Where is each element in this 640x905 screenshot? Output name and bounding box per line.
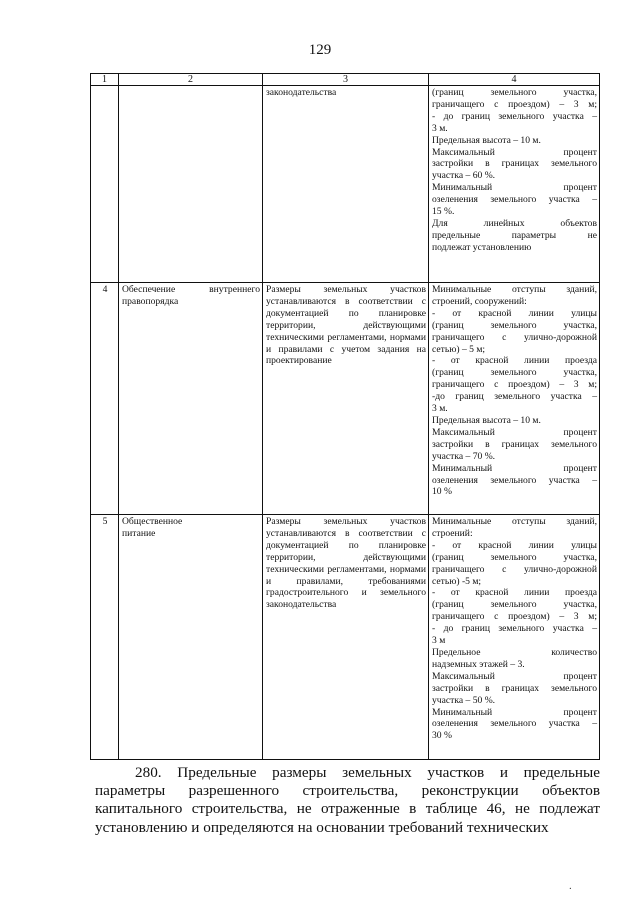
table-row: [91, 283, 600, 515]
row-params: [429, 515, 600, 760]
table-header-row: [91, 74, 600, 86]
param-line: Минимальные отступы зданий,: [432, 284, 597, 295]
paragraph-280: 280. Предельные размеры земельных участков и предельные параметры разрешенного строительства, реконструкции объектов капитального строительства, не отраженные в таблице 46, не подлежат установлению и определяются на основании требований технических: [95, 764, 600, 836]
row-params: [429, 283, 600, 515]
param-line: Минимальный процент: [432, 462, 597, 474]
param-line: подлежат установлению: [432, 241, 532, 253]
param-line: озеленения земельного участка –: [432, 194, 597, 206]
header-col-4: 4: [429, 74, 600, 86]
param-line: - от красной линии улицы: [432, 307, 597, 319]
row-name-text: Общественное питание: [122, 516, 183, 539]
param-line: Для линейных объектов: [432, 217, 597, 229]
param-line: Минимальный процент: [432, 706, 597, 718]
row-params: [429, 86, 600, 283]
param-line: - до границ земельного участка –: [432, 623, 597, 635]
param-line: граничащего с проездом) – 3 м;: [432, 611, 597, 623]
row-size-text: Размеры земельных участков устанавливаются в соответствии с документацией по планировке территории, действующими техническими регламентами, нормами и правилами с учетом задания на проектирование: [263, 283, 429, 515]
table-body: [91, 86, 600, 760]
param-line: - от красной линии проезда: [432, 355, 597, 367]
param-line: 10 %: [432, 486, 452, 498]
param-line: застройки в границах земельного: [432, 438, 597, 450]
param-line: граничащего с улично-дорожной: [432, 331, 597, 343]
row-number: 4: [91, 283, 119, 515]
param-line: - от красной линии улицы: [432, 539, 597, 551]
param-line: (границ земельного участка,: [432, 599, 597, 611]
param-line: строений, сооружений:: [432, 295, 527, 307]
param-line: (границ земельного участка,: [432, 319, 597, 331]
param-line: Максимальный процент: [432, 426, 597, 438]
table-row: [91, 86, 600, 283]
param-line: участка – 50 %.: [432, 694, 496, 706]
param-line: предельные параметры не: [432, 229, 597, 241]
param-line: (границ земельного участка,: [432, 551, 597, 563]
param-line: надземных этажей – 3.: [432, 658, 525, 670]
param-line: 3 м: [432, 635, 446, 647]
regulations-table: [90, 73, 600, 760]
param-line: (границ земельного участка,: [432, 367, 597, 379]
param-line: озеленения земельного участка –: [432, 474, 597, 486]
param-line: участка – 60 %.: [432, 170, 496, 182]
param-line: граничащего с проездом) – 3 м;: [432, 379, 597, 391]
header-col-2: 2: [119, 74, 263, 86]
param-line: застройки в границах земельного: [432, 158, 597, 170]
table-row: [91, 515, 600, 760]
param-line: Минимальный процент: [432, 182, 597, 194]
page-mark: .: [569, 880, 572, 892]
row-number: [91, 86, 119, 283]
param-line: сетью) – 5 м;: [432, 343, 486, 355]
param-line: застройки в границах земельного: [432, 682, 597, 694]
param-line: Предельное количество: [432, 646, 597, 658]
header-col-3: 3: [263, 74, 429, 86]
param-line: Предельная высота – 10 м.: [432, 134, 541, 146]
param-line: 30 %: [432, 730, 452, 742]
header-col-1: 1: [91, 74, 119, 86]
param-line: Минимальные отступы зданий,: [432, 516, 597, 527]
row-size-text: законодательства: [263, 86, 429, 283]
row-size-text: Размеры земельных участков устанавливаются в соответствии с документацией по планировке территории, действующими техническими регламентами, нормами и правилами, требованиями градостроительного и земельного законодательства: [263, 515, 429, 760]
param-line: - от красной линии проезда: [432, 587, 597, 599]
param-line: 3 м.: [432, 122, 448, 134]
param-line: Предельная высота – 10 м.: [432, 414, 541, 426]
param-line: строений:: [432, 527, 473, 539]
param-line: озеленения земельного участка –: [432, 718, 597, 730]
param-line: (границ земельного участка,: [432, 87, 597, 98]
param-line: Максимальный процент: [432, 670, 597, 682]
row-name: Обеспечение внутреннего правопорядка: [119, 283, 263, 515]
param-line: - до границ земельного участка –: [432, 110, 597, 122]
param-line: участка – 70 %.: [432, 450, 496, 462]
row-number: 5: [91, 515, 119, 760]
page-number: 129: [308, 42, 332, 58]
row-name: [119, 86, 263, 283]
param-line: сетью) -5 м;: [432, 575, 482, 587]
param-line: 15 %.: [432, 206, 455, 218]
param-line: граничащего с проездом) – 3 м;: [432, 98, 597, 110]
table-header: [91, 74, 600, 86]
param-line: -до границ земельного участка –: [432, 391, 597, 403]
param-line: граничащего с улично-дорожной: [432, 563, 597, 575]
param-line: Максимальный процент: [432, 146, 597, 158]
row-name: [119, 515, 263, 760]
param-line: 3 м.: [432, 403, 448, 415]
